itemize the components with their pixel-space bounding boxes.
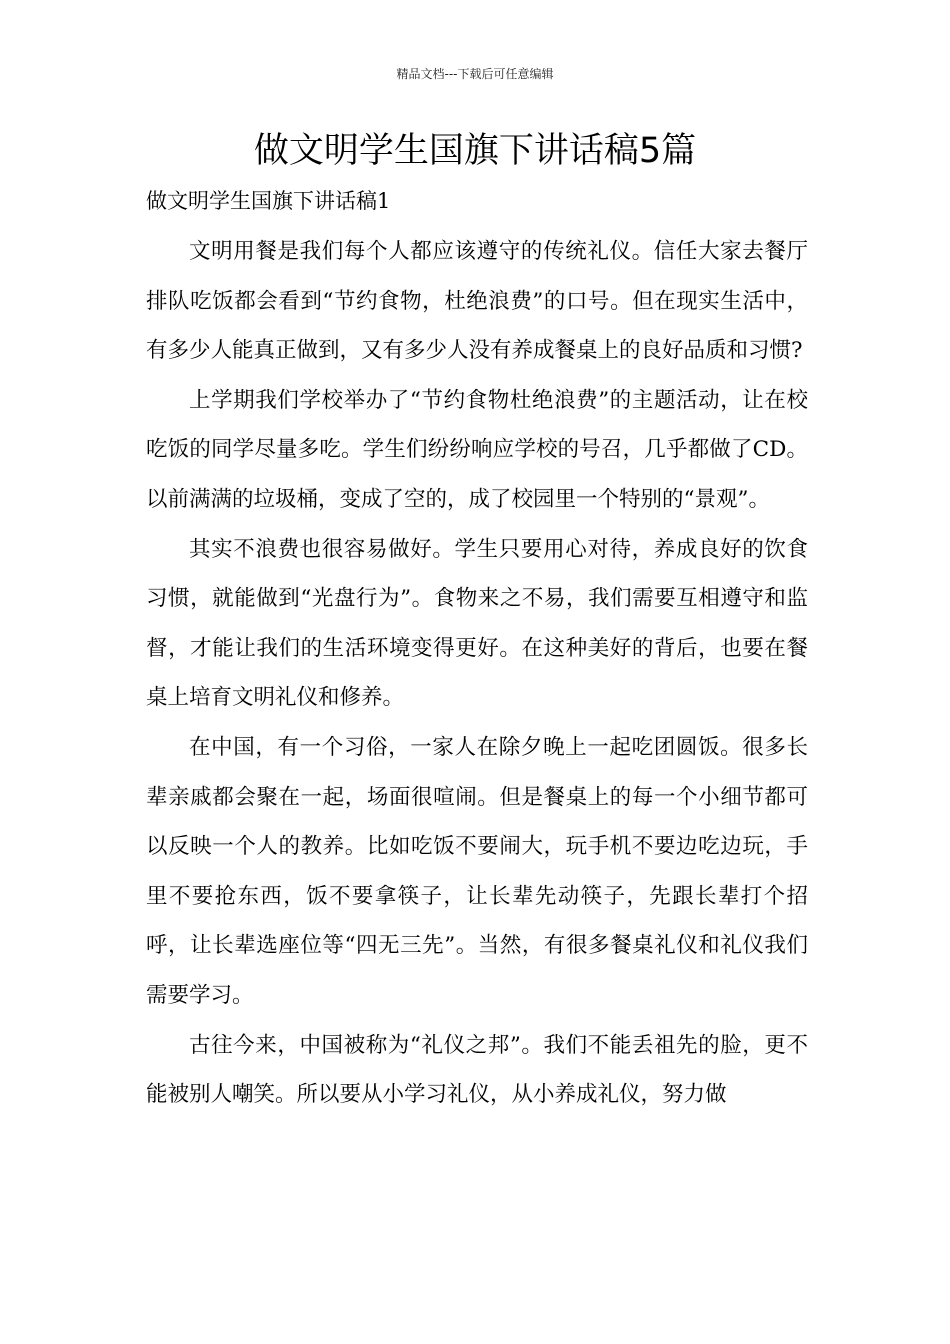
header-note: 精品文档---下载后可任意编辑 xyxy=(396,67,554,81)
paragraph: 文明用餐是我们每个人都应该遵守的传统礼仪。信任大家去餐厅排队吃饭都会看到“节约食物，杜绝浪费”的口号。但在现实生活中，有多少人能真正做到，又有多少人没有养成餐桌上的良好品质和习惯? xyxy=(146,239,808,364)
paragraph: 其实不浪费也很容易做好。学生只要用心对待，养成良好的饮食习惯，就能做到“光盘行为”。食物来之不易，我们需要互相遵守和监督，才能让我们的生活环境变得更好。在这种美好的背后，也要在餐桌上培育文明礼仪和修养。 xyxy=(146,536,808,711)
document-body xyxy=(146,227,808,1120)
paragraph: 在中国，有一个习俗，一家人在除夕晚上一起吃团圆饭。很多长辈亲戚都会聚在一起，场面很喧闹。但是餐桌上的每一个小细节都可以反映一个人的教养。比如吃饭不要闹大，玩手机不要边吃边玩，手里不要抢东西，饭不要拿筷子，让长辈先动筷子，先跟长辈打个招呼，让长辈选座位等“四无三先”。当然，有很多餐桌礼仪和礼仪我们需要学习。 xyxy=(146,734,808,1008)
section-heading: 做文明学生国旗下讲话稿1 xyxy=(146,189,391,213)
document-title: 做文明学生国旗下讲话稿5篇 xyxy=(253,131,697,171)
paragraph: 上学期我们学校举办了“节约食物杜绝浪费”的主题活动，让在校吃饭的同学尽量多吃。学生们纷纷响应学校的号召，几乎都做了CD。以前满满的垃圾桶，变成了空的，成了校园里一个特别的“景观”。 xyxy=(146,387,808,512)
paragraph: 古往今来，中国被称为“礼仪之邦”。我们不能丢祖先的脸，更不能被别人嘲笑。所以要从小学习礼仪，从小养成礼仪，努力做 xyxy=(146,1032,808,1108)
